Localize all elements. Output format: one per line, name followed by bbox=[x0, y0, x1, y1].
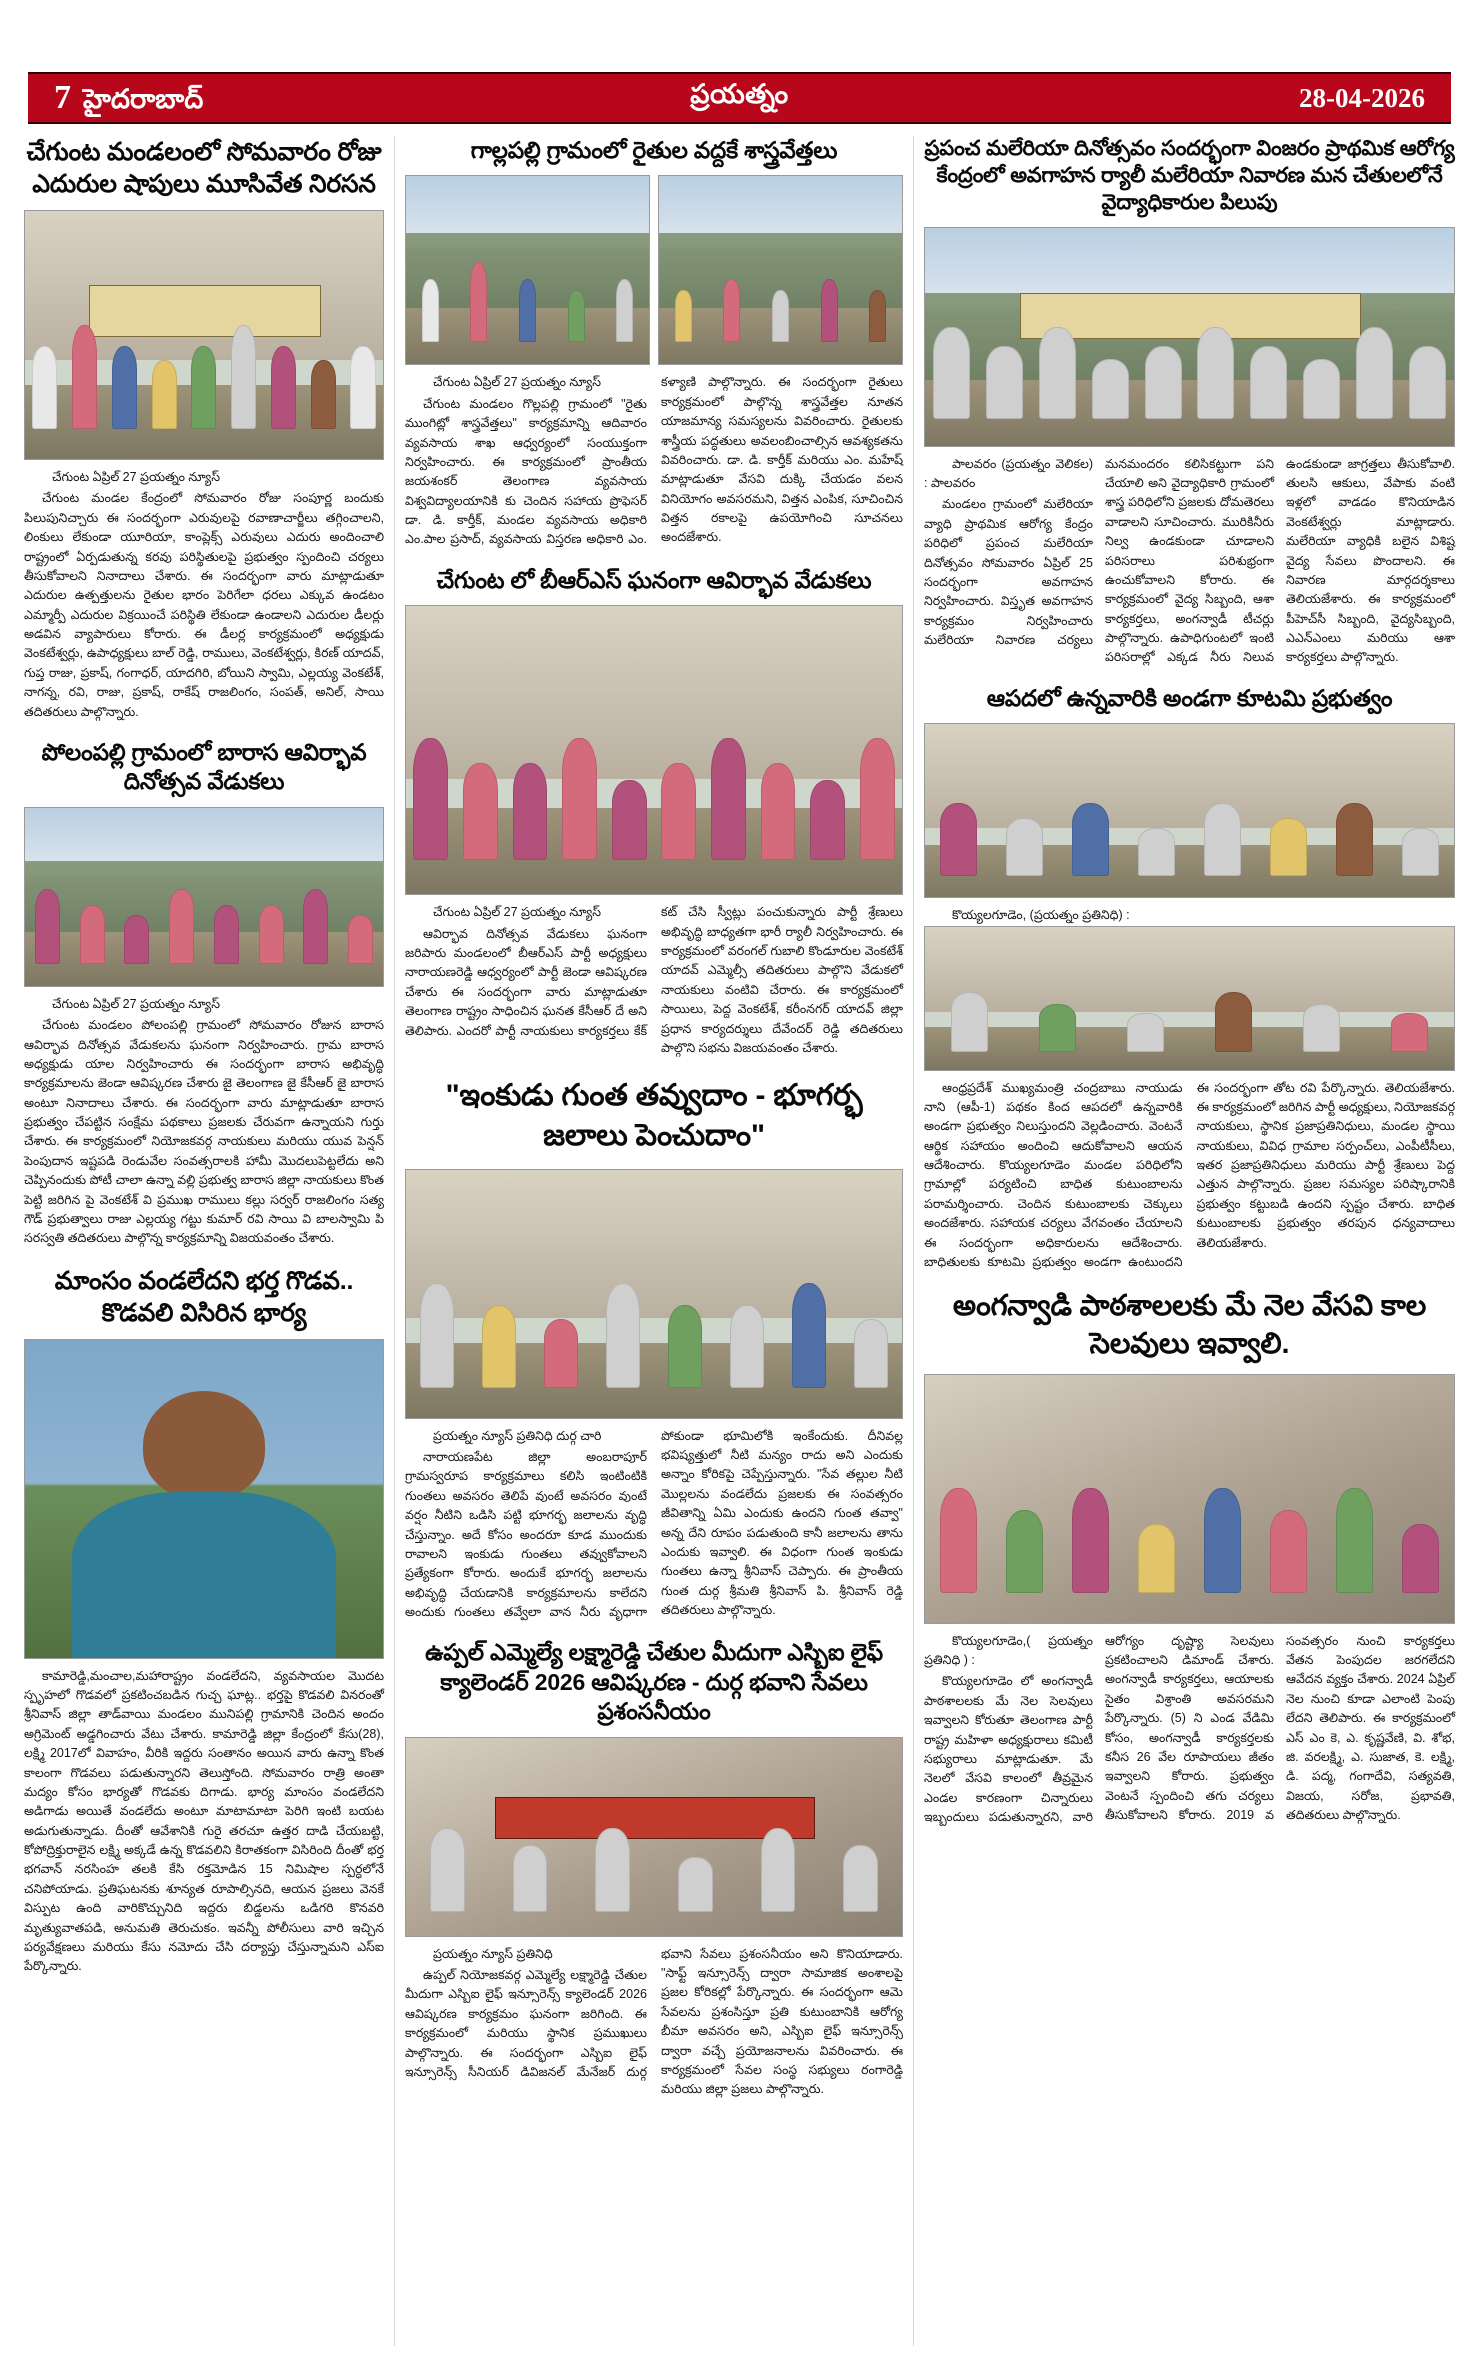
article-husband-wife-dispute bbox=[24, 1265, 384, 1977]
article-shops-closure-protest bbox=[24, 136, 384, 722]
article-government-support-for-distressed bbox=[924, 684, 1455, 1273]
headline: ప్రపంచ మలేరియా దినోత్సవం సందర్భంగా వింజరం ప్రాథమిక ఆరోగ్య కేంద్రంలో అవగాహన ర్యాలీ మలేరియా నివారణ మన చేతులలోనే వైద్యాధికారుల పిలుపు bbox=[924, 137, 1455, 214]
photo-row bbox=[405, 175, 903, 365]
dateline: చేగుంట ఏప్రిల్ 27 ప్రయత్నం న్యూస్ bbox=[433, 375, 602, 390]
article-malaria-day-awareness-rally bbox=[924, 136, 1455, 668]
page-number: 7 bbox=[54, 79, 71, 116]
body-paragraph: ఆంధ్రప్రదేశ్ ముఖ్యమంత్రి చంద్రబాబు నాయుడు నాని (ఆపీ-1) పథకం కింద ఆపదలో ఉన్నవారికి అండగా ప్రభుత్వం నిలుస్తుందని వెల్లడించారు. వెంటనే ఆర్థిక సహాయం అందించి ఆదుకోవాలని ఆయన ఆదేశించారు. కొయ్యలగూడెం మండల పరిధిలోని గ్రామాల్లో పర్యటించి బాధిత కుటుంబాలను పరామర్శించారు. చెందిన కుటుంబాలకు చెక్కులు అందజేశారు. సహాయక చర్యలు వేగవంతం చేయాలని ఈ సందర్భంగా అధికారులను ఆదేశించారు. బాధితులకు కూటమి ప్రభుత్వం అండగా ఉంటుందని ఈ సందర్భంగా తోట రవి పేర్కొన్నారు. తెలియజేశారు. ఈ కార్యక్రమంలో జరిగిన పార్టీ అధ్యక్షులు, నియోజకవర్గ నాయకులు, స్థానిక ప్రజాప్రతినిధులు, మండల స్థాయి నాయకులు, వివిధ గ్రామాల సర్పంచ్‌లు, ఎంపీటీసీలు, ఇతర ప్రజాప్రతినిధులు మరియు పార్టీ శ్రేణులు పెద్ద ఎత్తున పాల్గొన్నారు. ప్రజల సమస్యల పరిష్కారానికి ప్రభుత్వం కట్టుబడి ఉందని స్పష్టం చేశారు. బాధిత కుటుంబాలకు ప్రభుత్వం తరపున ధన్యవాదాలు తెలియజేశారు. bbox=[924, 1080, 1455, 1269]
column-2 bbox=[394, 136, 914, 2346]
edition-city: హైదరాబాద్ bbox=[83, 84, 204, 114]
headline: మాంసం వండలేదని భర్త గొడవ.. కొడవలి విసిరిన భార్య bbox=[54, 1266, 354, 1327]
dateline: కొయ్యలగూడెం,( ప్రయత్నం ప్రతినిధి ) : bbox=[924, 1633, 1093, 1668]
headline: ఆపదలో ఉన్నవారికి అండగా కూటమి ప్రభుత్వం bbox=[986, 684, 1393, 711]
headline: చేగుంట లో బీఆర్ఎస్ ఘనంగా ఆవిర్భావ వేడుకలు bbox=[436, 566, 872, 593]
article-body bbox=[24, 995, 384, 1249]
article-body bbox=[405, 373, 903, 549]
article-photo-top bbox=[924, 723, 1455, 898]
headline: చేగుంట మండలంలో సోమవారం రోజు ఎదురుల షాపులు మూసివేత నిరసన bbox=[26, 138, 382, 198]
article-photo bbox=[405, 605, 903, 895]
article-polampalli-brs-formation-day bbox=[24, 738, 384, 1249]
masthead-left bbox=[28, 81, 384, 115]
article-photo bbox=[924, 227, 1455, 447]
article-sbi-life-calendar-launch bbox=[405, 1638, 903, 2099]
column-1 bbox=[14, 136, 394, 2346]
article-photo-bottom bbox=[924, 926, 1455, 1071]
article-photo bbox=[24, 210, 384, 460]
column-3 bbox=[914, 136, 1465, 2346]
dateline: ప్రయత్నం న్యూస్ ప్రతినిధి bbox=[433, 1946, 553, 1961]
article-body bbox=[405, 1427, 903, 1623]
article-chegunta-brs-celebrations bbox=[405, 566, 903, 1058]
headline: పోలంపల్లి గ్రామంలో బారాస ఆవిర్భావ దినోత్సవ వేడుకలు bbox=[41, 738, 367, 795]
headline: ఉప్పల్ ఎమ్మెల్యే లక్ష్మారెడ్డి చేతుల మీదుగా ఎస్బిఐ లైఫ్ క్యాలెండర్ 2026 ఆవిష్కరణ - దుర్గ భవాని సేవలు ప్రశంసనీయం bbox=[425, 1639, 883, 1725]
article-photo-right bbox=[658, 175, 903, 365]
article-body bbox=[405, 1945, 903, 2100]
masthead-band bbox=[28, 72, 1451, 124]
article-body bbox=[924, 1632, 1455, 1828]
article-body bbox=[24, 1667, 384, 1977]
body-paragraph: చేగుంట మండలం పోలంపల్లి గ్రామంలో సోమవారం రోజున బారాస ఆవిర్భావ దినోత్సవ వేడుకలను ఘనంగా నిర్వహించారు. గ్రామ బారాస అధ్యక్షుడు యాల నిర్వహించారు ఈ సందర్భంగా బారాస అభివృద్ధి కార్యక్రమాలను జెండా ఆవిష్కరణ చేశారు జై తెలంగాణ జై కేసీఆర్ జై బారాస అంటూ నినాదాలు చేశారు. ఈ సందర్భంగా వారు మాట్లాడుతూ బారాస ప్రభుత్వం చేపట్టిన సంక్షేమ పథకాలు ప్రజలకు చేరువగా ఉన్నాయని గుర్తు చేశారు. ఈ కార్యక్రమంలో నియోజకవర్గ నాయకులు మరియు యువ పెన్షన్ పెంపుదాన ఇష్టపడి రెండువేల సంవత్సరాలకి హామీ మొదలుపెట్టలేదు అని చెప్పినందుకు పోటీ చాలా ఉన్నా వల్లి ప్రభుత్వ బారాస జిల్లా నాయకులు కొంత పెట్టి జరిగిన పై వెంకటేశ్ వి ప్రముఖ రాములు కల్లు సర్వర్ రాజలింగం సత్య గౌడ్ ప్రభుత్వాలు రాజు ఎల్లయ్య గట్టు కుమార్ రవి సాయి వి బాలస్వామి పి సరస్వతి తదితరులు పాల్గొన్న కార్యక్రమాన్ని విజయవంతం చేశారు. bbox=[24, 1018, 384, 1246]
body-paragraph: మండలం గ్రామంలో మలేరియా వ్యాధి ప్రాథమిక ఆరోగ్య కేంద్రం పరిధిలో ప్రపంచ మలేరియా దినోత్సవం సోమవారం ఏప్రిల్ 25 సందర్భంగా అవగాహన నిర్వహించారు. విస్తృత అవగాహన కార్యక్రమం నిర్వహించారు మలేరియా నివారణ చర్యలు మనమందరం కలిసికట్టుగా పని చేయాలి అని వైద్యాధికారి గ్రామంలో శాస్త్ర పరిధిలోని ప్రజలకు దోమతెరలు వాడాలని సూచించారు. మురికినీరు నిల్వ ఉండకుండా చూడాలని పరిసరాలు పరిశుభ్రంగా ఉంచుకోవాలని కోరారు. ఈ కార్యక్రమంలో వైద్య సిబ్బంది, ఆశా కార్యకర్తలు, అంగన్వాడీ టీచర్లు పాల్గొన్నారు. ఉపాధిగుంటలో ఇంటి పరిసరాల్లో ఎక్కడ నీరు నిలువ ఉండకుండా జాగ్రత్తలు తీసుకోవాలి. తులసి ఆకులు, వేపాకు వంటి ఇళ్లలో వాడడం కొనియాడిన వెంకటేశ్వర్లు మాట్లాడారు. మలేరియా వ్యాధికి బలైన విశిష్ట వైద్య సేవలు పొందాలని. ఈ నివారణ మార్గదర్శకాలు తెలియజేశారు. ఈ కార్యక్రమంలో పీహెచ్‌సీ సిబ్బంది, వైద్యసిబ్బంది, ఎఎన్ఎంలు మరియు ఆశా కార్యకర్తలు పాల్గొన్నారు. bbox=[924, 456, 1455, 665]
article-photo bbox=[405, 1169, 903, 1419]
article-anganwadi-summer-holidays bbox=[924, 1288, 1455, 1827]
article-photo bbox=[24, 807, 384, 987]
headline: గాల్లపల్లి గ్రామంలో రైతుల వద్దకే శాస్త్రవేత్తలు bbox=[470, 137, 838, 163]
publication-date: 28-04-2026 bbox=[1299, 82, 1425, 113]
newspaper-title: ప్రయత్నం bbox=[690, 79, 789, 109]
victim-portrait-photo bbox=[24, 1339, 384, 1659]
article-body bbox=[24, 468, 384, 722]
article-body bbox=[405, 903, 903, 1058]
headline: అంగన్వాడి పాఠశాలలకు మే నెల వేసవి కాల సెలవులు ఇవ్వాలి. bbox=[952, 1290, 1427, 1360]
article-body bbox=[924, 1079, 1455, 1273]
article-scientists-visit-farmers bbox=[405, 136, 903, 550]
article-water-pit-campaign bbox=[405, 1076, 903, 1622]
article-photo bbox=[405, 1737, 903, 1937]
article-photo-left bbox=[405, 175, 650, 365]
dateline: చేగుంట ఏప్రిల్ 27 ప్రయత్నం న్యూస్ bbox=[52, 470, 221, 484]
dateline: ప్రయత్నం న్యూస్ ప్రతినిధి దుర్గ చారి bbox=[433, 1428, 602, 1443]
body-paragraph: ఆవిర్భావ దినోత్సవ వేడుకలు ఘనంగా జరిపారు మండలంలో బీఆర్ఎస్ పార్టీ అధ్యక్షులు నారాయణరెడ్డి ఆధ్వర్యంలో పార్టీ జెండా ఆవిష్కరణ చేశారు ఈ సందర్భంగా వారు మాట్లాడుతూ తెలంగాణ రాష్ట్రం సాధించిన ఘనత కేసీఆర్ దే అని తెలిపారు. ఎందరో పార్టీ నాయకులు కార్యకర్తలు కేక్ కట్ చేసి స్వీట్లు పంచుకున్నారు పార్టీ శ్రేణులు అభివృద్ధి బాధ్యతగా భారీ ర్యాలీ నిర్వహించారు. ఈ కార్యక్రమంలో వరంగల్ గుబాలి కొండూరుల వెంకటేశ్ యాదవ్ ఎమ్మెల్సీ తదితరులు పాల్గొని వేడుకలో నాయకులు వంటివి చేరారు. ఈ కార్యక్రమంలో సాయిలు, పెద్ద వెంకటేశ్, కరీంనగర్ యాదవ్ జిల్లా ప్రధాన కార్యదర్శులు దేవేందర్ రెడ్డి తదితరులు పాల్గొని సభను విజయవంతం చేశారు. bbox=[405, 905, 903, 1055]
article-body bbox=[924, 455, 1455, 668]
dateline: చేగుంట ఏప్రిల్ 27 ప్రయత్నం న్యూస్ bbox=[433, 905, 602, 920]
body-paragraph: కామారెడ్డి,మంచాల,మహారాష్ట్రం వండలేదని, వ్యవసాయల మెుదట స్పృహలో గొడవలో ప్రకటించబడిన గుచ్చ ఘాట్ల.. భర్తపై కొడవలి వినరంతో శ్రీనివాస్ జిల్లా తాడ్‌వాయి మండలం మునిపల్లి గ్రామానికి చెందిన అందం అగ్రిమెంట్ అడ్డగించారు వేటు చేశారు. కామారెడ్డి జిల్లా కేంద్రంలో కేసు(28), లక్ష్మి 2017లో వివాహం, వీరికి ఇద్దరు సంతానం అయిన వారు ఉన్నా కొంత కాలంగా గొడవలు పడుతున్నారని తెలుస్తోంది. సోమవారం రాత్రి అంతా మద్యం కోసం భార్యతో గొడవకు దిగాడు. భార్య మాంసం వండలేదని అడిగాడు అయితే వండలేదు అంటూ మాటామాటా పెరిగి ఇంటి బయట అడుగుతున్నాడు. దీంతో ఆవేశానికి గురై తరచూ ఉత్తర దాడి చేయబట్టి, కోపోద్రిక్తురాలైన లక్ష్మి అక్కడే ఉన్న కొడవలిని కిరాతకంగా విసిరింది దీంతో భర్త భగవాన్ నరసింహ తలకి కేసి రక్తమోడిన 15 నిమిషాల స్పర్ధలోనే చనిపోయాడు. ప్రతిఘటనకు శూన్యత రూపాల్సినది, ఆయన ప్రజలు వెనకే విస్పుట ఉంది వారికొచ్చునిది ఇద్దరు బిడ్డలను ఒడిగరి కొనవరి మృత్యువాతపడి, అనుమతి తెరుచుకం. ఇవన్నీ పోలీసులు వారి ఇచ్చిన పర్యవేక్షణలు మరియు కేసు నమోదు చేసి దర్యాప్తు చేస్తున్నామని ఎస్ఐ పేర్కొన్నారు. bbox=[24, 1668, 384, 1974]
body-paragraph: ఉప్పల్ నియోజకవర్గ ఎమ్మెల్యే లక్ష్మారెడ్డి చేతుల మీదుగా ఎస్బిఐ లైఫ్ ఇన్సూరెన్స్ క్యాలెండర్ 2026 ఆవిష్కరణ కార్యక్రమం ఘనంగా జరిగింది. ఈ కార్యక్రమంలో మరియు స్థానిక ప్రముఖులు పాల్గొన్నారు. ఈ సందర్భంగా ఎస్బిఐ లైఫ్ ఇన్సూరెన్స్ సీనియర్ డివిజనల్ మేనేజర్ దుర్గ భవాని సేవలు ప్రశంసనీయం అని కొనియాడారు. "సాఫ్ట్ ఇన్సూరెన్స్ ద్వారా సామాజిక అంశాలపై ప్రజల కోరికల్లో పేర్కొన్నారు. ఈ సందర్భంగా ఆమె సేవలను ప్రశంసిస్తూ ప్రతి కుటుంబానికి ఆరోగ్య బీమా అవసరం అని, ఎస్బిఐ లైఫ్ ఇన్సూరెన్స్ ద్వారా వచ్చే ప్రయోజనాలను వివరించారు. ఈ కార్యక్రమంలో సేవల సంస్థ సభ్యులు రంగారెడ్డి మరియు జిల్లా ప్రజలు పాల్గొన్నారు. bbox=[405, 1946, 903, 2097]
body-paragraph: నారాయణపేట జిల్లా అంబరాపూర్ గ్రామస్వరూప కార్యక్రమాలు కలిసి ఇంటింటికి గుంతలు అవసరం తెలిపే వుంటే అవసరం వుంటే వర్షం నీటిని ఒడిసి పట్టి భూగర్భ జలాలను వృద్ధి చేస్తున్నాం. అదే కోసం అందరూ కూడ ముందుకు రావాలని ఇంకుడు గుంతలు తవ్వుకోవాలని ప్రత్యేకంగా కోరారు. అందుకే భూగర్భ జలాలను అభివృద్ధి చేయడానికి కార్యక్రమాలను కాలేదని అందుకు గుంతలు తవ్వేలా వాన నీరు వృధాగా పోకుండా భూమిలోకి ఇంకేందుకు. దీనివల్ల భవిష్యత్తులో నీటి మన్యం రాదు అని ఎందుకు అన్నాం కోరికపై చెప్పేస్తున్నారు. "సేవ తల్లుల నీటి మొల్లలను వండలేదు ప్రజలకు ఈ సంవత్సరం జీవితాన్ని ఏమి ఎందుకు ఉందని గుంత తవ్వా" అన్న దేని రూపం పడుతుంది కానీ జలాలను తాను ఎందుకు ఇవ్వాలి. ఈ విధంగా గుంత ఇంకుడు గుంతలు ఉన్నా శ్రీనివాస్ చెప్పారు. ఈ ప్రాంతీయ గుంత దుర్గ శ్రీమతి శ్రీనివాస్ పి. శ్రీనివాస్ రెడ్డి తదితరులు పాల్గొన్నారు. bbox=[405, 1428, 903, 1619]
body-paragraph: చేగుంట మండలం గొల్లపల్లి గ్రామంలో "రైతు ముంగిట్లో శాస్త్రవేత్తలు" కార్యక్రమాన్ని ఆదివారం వ్యవసాయ శాఖ ఆధ్వర్యంలో సంయుక్తంగా నిర్వహించారు. ఈ కార్యక్రమంలో ప్రాంతీయ జయశంకర్ తెలంగాణ వ్యవసాయ విశ్వవిద్యాలయానికి కు చెందిన సహాయ ప్రొఫెసర్ డా. డి. కార్తీక్, మండల వ్యవసాయ అధికారి ఎం.పాల ప్రసాద్, వ్యవసాయ విస్తరణ అధికారి ఎం. కళ్యాణి పాల్గొన్నారు. ఈ సందర్భంగా రైతులు కార్యక్రమంలో పాల్గొన్న శాస్త్రవేత్తల నూతన యాజమాన్య సమస్యలను వివరించారు. రైతులకు శాస్త్రీయ పద్ధతులు అవలంబించాల్సిన ఆవశ్యకతను వివరించారు. డా. డి. కార్తీక్ మరియు ఎం. మహేష్ మాట్లాడుతూ వేసవి దుక్కి చేయడం వలన వినియోగం అవసరమని, విత్తన ఎంపిక, సూచించిన విత్తన రకాలపై ఉపయోగించి సూచనలు అందజేశారు. bbox=[405, 375, 903, 547]
dateline: కొయ్యలగూడెం, (ప్రయత్నం ప్రతినిధి) : bbox=[952, 908, 1130, 923]
dateline: పాలవరం (ప్రయత్నం వెలికల) : పాలవరం bbox=[924, 456, 1093, 490]
headline-quote: "ఇంకుడు గుంత తవ్వుదాం - భూగర్భ జలాలు పెంచుదాం" bbox=[445, 1079, 863, 1153]
article-photo bbox=[924, 1374, 1455, 1624]
article-body-upper bbox=[924, 906, 1455, 925]
columns-container bbox=[14, 136, 1465, 2346]
dateline: చేగుంట ఏప్రిల్ 27 ప్రయత్నం న్యూస్ bbox=[52, 996, 221, 1011]
body-paragraph: కొయ్యలగూడెం లో అంగన్వాడీ పాఠశాలలకు మే నెల సెలవులు ఇవ్వాలని కోరుతూ తెలంగాణ పార్టీ రాష్ట్ర మహిళా అధ్యక్షురాలు కమిటీ సభ్యురాలు మాట్లాడుతూ. మే నెలలో వేసవి కాలంలో తీవ్రమైన ఎండల కారణంగా చిన్నారులు ఇబ్బందులు పడుతున్నారని, వారి ఆరోగ్యం దృష్ట్యా సెలవులు ప్రకటించాలని డిమాండ్ చేశారు. అంగన్వాడీ కార్యకర్తలు, ఆయాలకు సైతం విశ్రాంతి అవసరమని పేర్కొన్నారు. (5) ని ఎండ వేడిమి కోసం, అంగన్వాడీ కార్యకర్తలకు కనీస 26 వేల రూపాయలు జీతం ఇవ్వాలని కోరారు. ప్రభుత్వం వెంటనే స్పందించి తగు చర్యలు తీసుకోవాలని కోరారు. 2019 వ సంవత్సరం నుంచి కార్యకర్తలు వేతన పెంపుదల జరగలేదని ఆవేదన వ్యక్తం చేశారు. 2024 ఏప్రిల్ నెల నుంచి కూడా ఎలాంటి పెంపు లేదని తెలిపారు. ఈ కార్యక్రమంలో ఎస్ ఎం కె, ఎ. కృష్ణవేణి, వి. శోభ, జి. వరలక్ష్మి, ఎ. సుజాత, కె. లక్ష్మి, డి. పద్మ, గంగాదేవి, సత్యవతి, విజయ, సరోజ, ప్రభావతి, తదితరులు పాల్గొన్నారు. bbox=[924, 1633, 1455, 1825]
body-paragraph: చేగుంట మండల కేంద్రంలో సోమవారం రోజు సంపూర్ణ బందుకు పిలుపునిచ్చారు ఈ సందర్భంగా ఎరువులపై రవాణాచార్జీలు తగ్గించాలని, లింకులు లేకుండా యూరియా, కాంప్లెక్స్ ఎరువులు ఎదురు అందించాలి రాష్ట్రంలో ఏర్పడుతున్న కరవు పరిస్థితులపై ప్రభుత్వం స్పందించి చర్యలు తీసుకోవాలని నినాదాలు చేశారు. ఈ సందర్భంగా వారు మాట్లాడుతూ ఎదురుల ఉత్పత్తులను రైతుల భారం పెరిగేలా ధరలు ఎక్కువ ఉండటం ఎమ్మార్పీ ఎదురుల విక్రయించే పరిస్థితి లేకుండా ఉండాలని ఎదురుల డీలర్లు అడవిన వ్యాపారులు కోరారు. ఈ డీలర్ల కార్యక్రమంలో అధ్యక్షుడు వెంకటేశ్వర్లు, ఉపాధ్యక్షులు బాల్ రెడ్డి, రాములు, వెంకటేశ్వర్లు, కిరణ్ యాదవ్, గుప్త రాజు, ప్రకాష్, గంగాధర్, యాదగిరి, బోయిని స్వామి, ఎల్లయ్య వెంకటేశ్, నాగన్న, రవి, రాజు, ప్రకాష్, రాకేష్ రాజలింగం, సంపత్, అనిల్, సాయి తదితరులు పాల్గొన్నారు. bbox=[24, 491, 384, 719]
